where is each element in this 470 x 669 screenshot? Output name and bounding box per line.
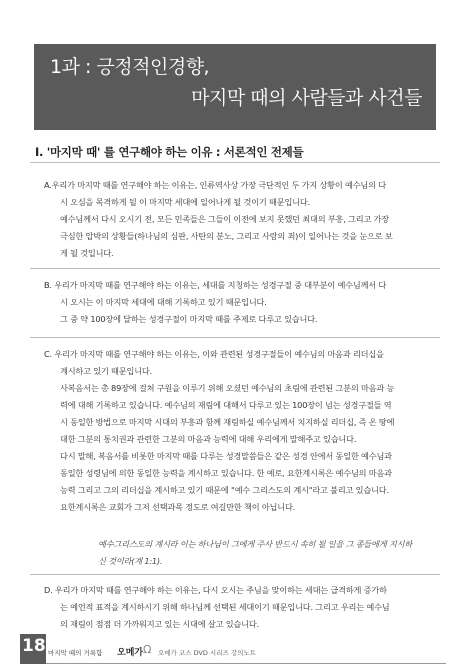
paragraph-c bbox=[44, 346, 432, 516]
paragraph-c-line: 력에 대해 기록하고 있습니다. 예수님의 재림에 대해서 다루고 있는 100장이 넘는 성경구절들 역 bbox=[60, 400, 392, 410]
chapter-title-line-2: 마지막 때의 사람들과 사건들 bbox=[191, 87, 422, 109]
paragraph-c-line: 사복음서는 총 89장에 걸쳐 구원을 이루기 위해 오셨던 예수님의 초림에 관련된 그분의 마음과 능 bbox=[60, 383, 395, 393]
omega-logo-icon: Ω bbox=[143, 643, 152, 656]
paragraph-c-line: 동일한 성령님에 의한 동일한 능력을 계시하고 있습니다. 한 예로, 요한계시록은 예수님의 마음과 bbox=[60, 468, 392, 478]
chapter-title-banner bbox=[34, 44, 436, 130]
paragraph-c-line: 다시 말해, 복음서를 비롯한 마지막 때를 다루는 성경말씀들은 같은 성경 안에서 동일한 예수님과 bbox=[60, 451, 392, 461]
paragraph-divider bbox=[30, 574, 440, 575]
paragraph-c-line: 계시하고 있기 때문입니다. bbox=[60, 366, 153, 376]
paragraph-d-line: 의 재림이 점점 더 가까워지고 있는 시대에 살고 있습니다. bbox=[60, 619, 259, 629]
paragraph-divider bbox=[30, 337, 440, 338]
paragraph-a-line: 예수님께서 다시 오시기 전, 모든 민족들은 그들이 이전에 보지 못했던 최대의 부흥, 그리고 가장 bbox=[60, 214, 389, 224]
page-footer bbox=[0, 634, 470, 669]
paragraph-a-line: 시 오심을 목격하게 될 이 마지막 세대에 일어나게 될 것이기 때문입니다. bbox=[60, 197, 310, 207]
section-divider bbox=[30, 162, 440, 163]
scripture-quote-line: 예수그리스도의 계시라 이는 하나님이 그에게 주사 반드시 속히 될 일을 그 종들에게 지시하 bbox=[98, 539, 413, 549]
paragraph-a bbox=[44, 177, 432, 262]
paragraph-c-line: C. 우리가 마지막 때를 연구해야 하는 이유는, 이와 관련된 성경구절들이 예수님의 마음과 리더십을 bbox=[44, 349, 384, 359]
paragraph-a-line: 극심한 압박의 상황들(하나님의 심판, 사탄의 분노, 그리고 사람의 죄)이 일어나는 것을 눈으로 보 bbox=[60, 231, 393, 241]
paragraph-d-line: D. 우리가 마지막 때를 연구해야 하는 이유는, 다시 오시는 주님을 맞이하는 세대는 급격하게 증가하 bbox=[44, 585, 387, 595]
paragraph-c-line: 능력 그리고 그의 리더십을 계시하고 있기 때문에 "예수 그리스도의 계시"라고 불리고 있습니다. bbox=[60, 485, 389, 495]
paragraph-b-line: 그 중 약 100장에 달하는 성경구절이 마지막 때를 주제로 다루고 있습니다. bbox=[60, 314, 318, 324]
paragraph-a-line: 게 될 것입니다. bbox=[60, 248, 114, 258]
paragraph-c-line: 대한 그분의 통치권과 관련한 그분의 마음과 능력에 대해 우리에게 말해주고 있습니다. bbox=[60, 434, 357, 444]
paragraph-divider bbox=[30, 268, 440, 269]
footer-divider bbox=[46, 663, 446, 664]
paragraph-c-line: 시 동일한 방법으로 마지막 시대의 부흥과 함께 재림하실 예수님께서 치지하실 리더십, 즉 온 땅에 bbox=[60, 417, 395, 427]
paragraph-c-line: 요한계시록은 교회가 그저 선택과목 정도로 여길만한 책이 아닙니다. bbox=[60, 502, 296, 512]
paragraph-d bbox=[44, 582, 432, 633]
paragraph-b-line: B. 우리가 마지막 때를 연구해야 하는 이유는, 세대를 지칭하는 성경구절 중 대부분이 예수님께서 다 bbox=[44, 280, 387, 290]
scripture-quote-line: 신 것이라(계 1:1). bbox=[98, 556, 163, 566]
footer-course-title: 오메가 코스 DVD 시리즈 강의노트 bbox=[158, 649, 256, 657]
section-heading: I. '마지막 때' 를 연구해야 하는 이유 : 서론적인 전제들 bbox=[35, 145, 304, 159]
paragraph-a-line: A.우리가 마지막 때를 연구해야 하는 이유는, 인류역사상 가장 극단적인 두 가지 상황이 예수님의 다 bbox=[44, 180, 386, 190]
paragraph-d-line: 는 예언적 표적을 계시하시기 위해 하나님께 선택된 세대이기 때문입니다. 그리고 우리는 예수님 bbox=[60, 602, 390, 612]
footer-brand: 오메가 bbox=[117, 648, 144, 658]
paragraph-b bbox=[44, 277, 432, 328]
scripture-quote bbox=[98, 536, 438, 570]
page-number: 18 bbox=[22, 636, 46, 656]
footer-series-title: 마지막 때의 거룩함 bbox=[48, 649, 103, 657]
chapter-title-line-1: 1과 : 긍정적인경향, bbox=[50, 56, 210, 78]
paragraph-b-line: 시 오시는 이 마지막 세대에 대해 기록하고 있기 때문입니다. bbox=[60, 297, 267, 307]
